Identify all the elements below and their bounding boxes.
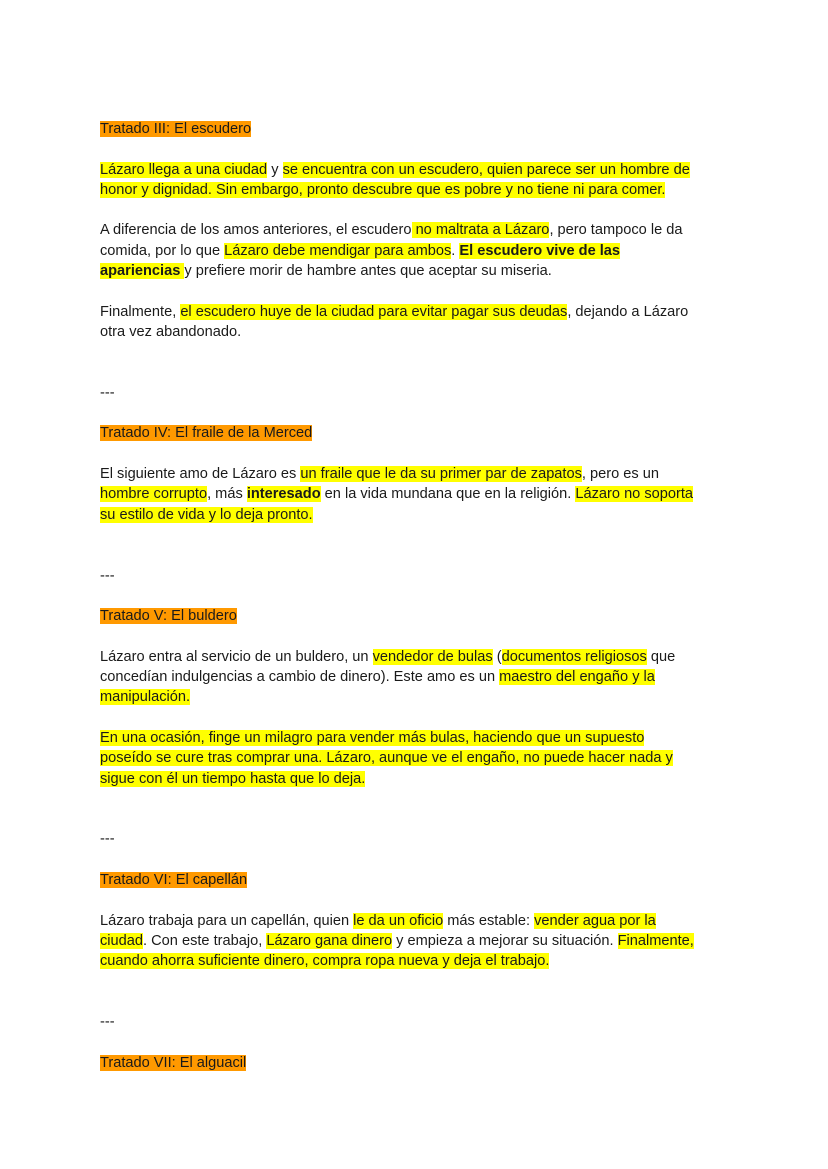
separator — [100, 383, 750, 403]
text: y empieza a mejorar su situación. — [392, 932, 618, 949]
paragraph — [100, 302, 750, 343]
paragraph — [100, 220, 750, 281]
text: --- — [100, 567, 115, 584]
paragraph — [100, 911, 750, 972]
text: El siguiente amo de Lázaro es — [100, 466, 301, 483]
text: comida, por lo que — [100, 242, 225, 259]
text: , pero tampoco le da — [549, 222, 683, 239]
highlighted-text: En una ocasión, finge un milagro para vender más bulas, haciendo que un supuesto — [100, 729, 645, 746]
text: , dejando a Lázaro — [567, 303, 689, 320]
separator — [100, 566, 750, 586]
highlighted-text: sigue con él un tiempo hasta que lo deja. — [100, 770, 366, 787]
text: en la vida mundana que en la religión. — [320, 486, 576, 503]
highlighted-text: manipulación. — [100, 689, 191, 706]
separator — [100, 829, 750, 849]
highlighted-text: le da un oficio — [353, 912, 444, 929]
separator — [100, 1012, 750, 1032]
highlighted-text: documentos religiosos — [501, 648, 647, 665]
text: Lázaro trabaja para un capellán, quien — [100, 912, 354, 929]
highlighted-text: maestro del engaño y la — [499, 669, 655, 686]
text: . — [451, 242, 460, 259]
text: . Con este trabajo, — [143, 932, 267, 949]
text: concedían indulgencias a cambio de dinero). Este amo es un — [100, 669, 500, 686]
heading-text: Tratado V: El buldero — [100, 608, 237, 625]
text: ( — [492, 648, 502, 665]
highlighted-text: vendedor de bulas — [372, 648, 493, 665]
highlighted-text: Lázaro debe mendigar para ambos — [224, 242, 452, 259]
heading-text: Tratado III: El escudero — [100, 121, 252, 137]
text: , pero es un — [581, 466, 659, 483]
section-heading — [100, 606, 750, 626]
text: más estable: — [443, 912, 535, 929]
highlighted-text: se encuentra con un escudero, quien parece ser un hombre de — [282, 161, 690, 178]
highlighted-text: cuando ahorra suficiente dinero, compra ropa nueva y deja el trabajo. — [100, 953, 550, 970]
section-heading — [100, 1053, 750, 1073]
highlighted-text: Lázaro gana dinero — [266, 932, 393, 949]
highlighted-text: vender agua por la — [534, 912, 656, 929]
highlighted-text: ciudad — [100, 932, 144, 949]
highlighted-text: Lázaro no soporta — [575, 486, 694, 503]
text: --- — [100, 1014, 115, 1031]
highlighted-text: Lázaro llega a una ciudad — [100, 161, 268, 178]
section-heading — [100, 870, 750, 890]
text: A diferencia de los amos anteriores, el escudero — [100, 222, 412, 239]
highlighted-text: Finalmente, — [617, 932, 694, 949]
text: que — [646, 648, 676, 665]
text: y prefiere morir de hambre antes que aceptar su miseria. — [184, 263, 552, 280]
paragraph — [100, 160, 750, 201]
highlighted-text: El escudero vive de las — [459, 242, 621, 259]
highlighted-text: un fraile que le da su primer par de zapatos — [300, 466, 582, 483]
text: --- — [100, 384, 115, 401]
paragraph — [100, 647, 750, 708]
highlighted-text: hombre corrupto — [100, 486, 208, 503]
document-body — [100, 119, 750, 1093]
text: --- — [100, 831, 115, 848]
paragraph — [100, 728, 750, 789]
highlighted-text: no maltrata a Lázaro — [411, 222, 550, 239]
heading-text: Tratado VII: El alguacil — [100, 1054, 247, 1071]
highlighted-text: apariencias — [100, 263, 185, 280]
highlighted-text: el escudero huye de la ciudad para evitar pagar sus deudas — [180, 303, 568, 320]
text: y — [267, 161, 283, 178]
highlighted-text: honor y dignidad. Sin embargo, pronto descubre que es pobre y no tiene ni para comer. — [100, 181, 666, 198]
paragraph — [100, 464, 750, 525]
section-heading — [100, 423, 750, 443]
highlighted-text: su estilo de vida y lo deja pronto. — [100, 506, 313, 523]
text: Lázaro entra al servicio de un buldero, un — [100, 648, 373, 665]
section-heading — [100, 119, 750, 139]
heading-text: Tratado VI: El capellán — [100, 871, 248, 888]
highlighted-text: poseído se cure tras comprar una. Lázaro, aunque ve el engaño, no puede hacer nada y — [100, 750, 673, 767]
heading-text: Tratado IV: El fraile de la Merced — [100, 425, 313, 442]
text: Finalmente, — [100, 303, 181, 320]
text: , más — [207, 486, 247, 503]
text: otra vez abandonado. — [100, 323, 242, 340]
highlighted-text: interesado — [246, 486, 321, 503]
